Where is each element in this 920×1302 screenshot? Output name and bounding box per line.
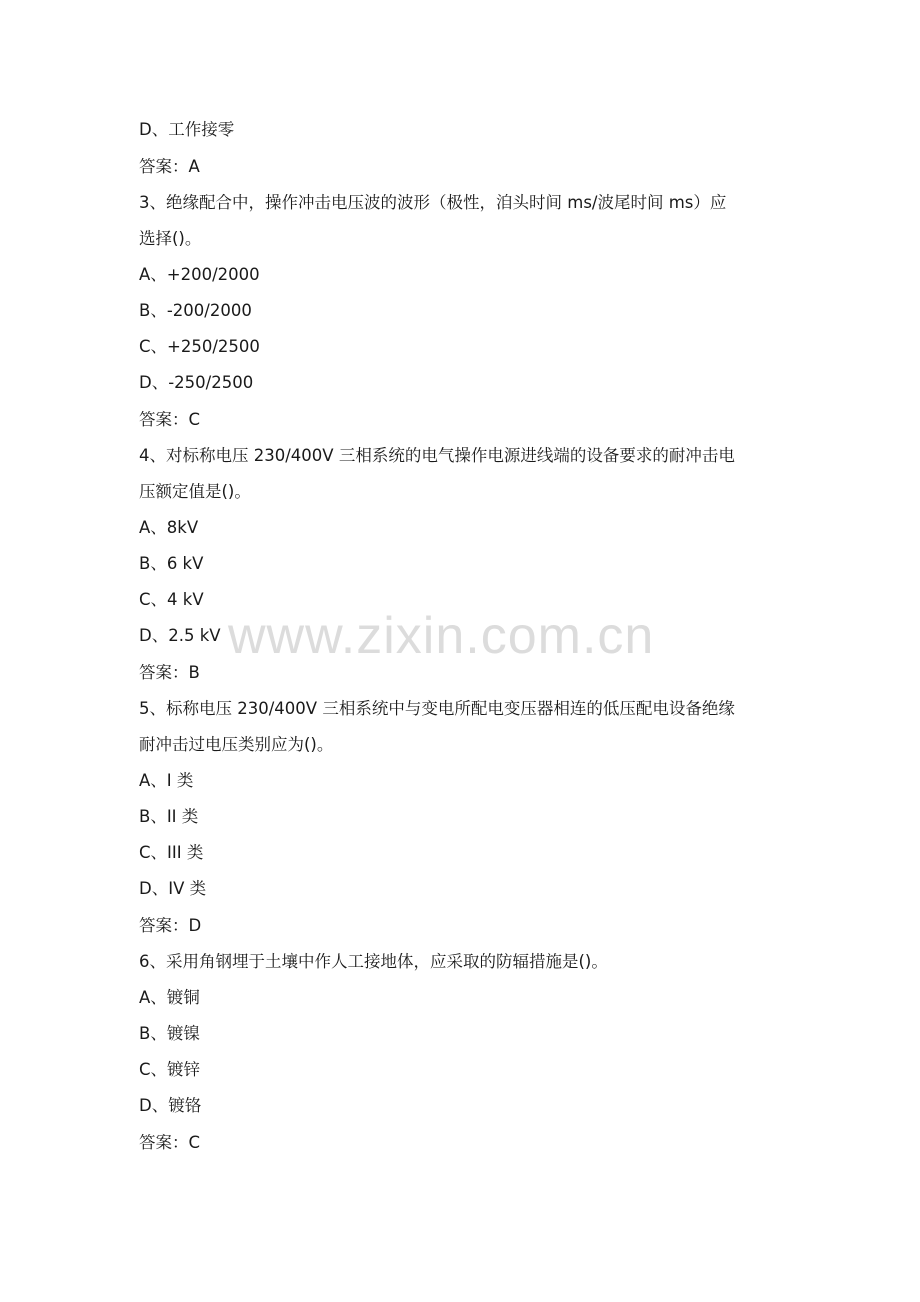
q3-option-a: A、+200/2000 — [139, 265, 260, 284]
q6-option-b: B、镀镍 — [139, 1024, 200, 1043]
q6-answer: 答案：C — [139, 1133, 201, 1152]
q5-question-line1: 5、标称电压 230/400V 三相系统中与变电所配电变压器相连的低压配电设备绝缘 — [139, 699, 735, 718]
q3-question-line1: 3、绝缘配合中，操作冲击电压波的波形（极性，洎头时间 ms/波尾时间 ms）应 — [139, 193, 727, 212]
watermark: www.zixin.com.cn — [228, 607, 655, 665]
q5-option-c: C、III 类 — [139, 843, 204, 862]
q6-option-c: C、镀锌 — [139, 1060, 201, 1079]
q3-option-d: D、-250/2500 — [139, 373, 254, 392]
q4-option-d: D、2.5 kV — [139, 626, 221, 645]
q5-option-d: D、IV 类 — [139, 879, 207, 898]
q2-answer: 答案：A — [139, 157, 200, 176]
q4-question-line1: 4、对标称电压 230/400V 三相系统的电气操作电源进线端的设备要求的耐冲击电 — [139, 446, 735, 465]
q3-question-line2: 选择()。 — [139, 229, 202, 248]
q5-answer: 答案：D — [139, 916, 202, 935]
q6-option-a: A、镀铜 — [139, 988, 200, 1007]
q4-option-a: A、8kV — [139, 518, 199, 537]
q5-option-b: B、II 类 — [139, 807, 199, 826]
q6-option-d: D、镀铬 — [139, 1096, 202, 1115]
q3-option-c: C、+250/2500 — [139, 337, 260, 356]
q5-option-a: A、I 类 — [139, 771, 194, 790]
q4-option-c: C、4 kV — [139, 590, 204, 609]
q3-answer: 答案：C — [139, 410, 201, 429]
q3-option-b: B、-200/2000 — [139, 301, 252, 320]
q5-question-line2: 耐冲击过电压类别应为()。 — [139, 735, 334, 754]
q4-answer: 答案：B — [139, 663, 200, 682]
q2-option-d: D、工作接零 — [139, 120, 235, 139]
q4-question-line2: 压额定值是()。 — [139, 482, 251, 501]
q6-question: 6、采用角钢埋于土壤中作人工接地体，应采取的防辐措施是()。 — [139, 952, 608, 971]
q4-option-b: B、6 kV — [139, 554, 204, 573]
